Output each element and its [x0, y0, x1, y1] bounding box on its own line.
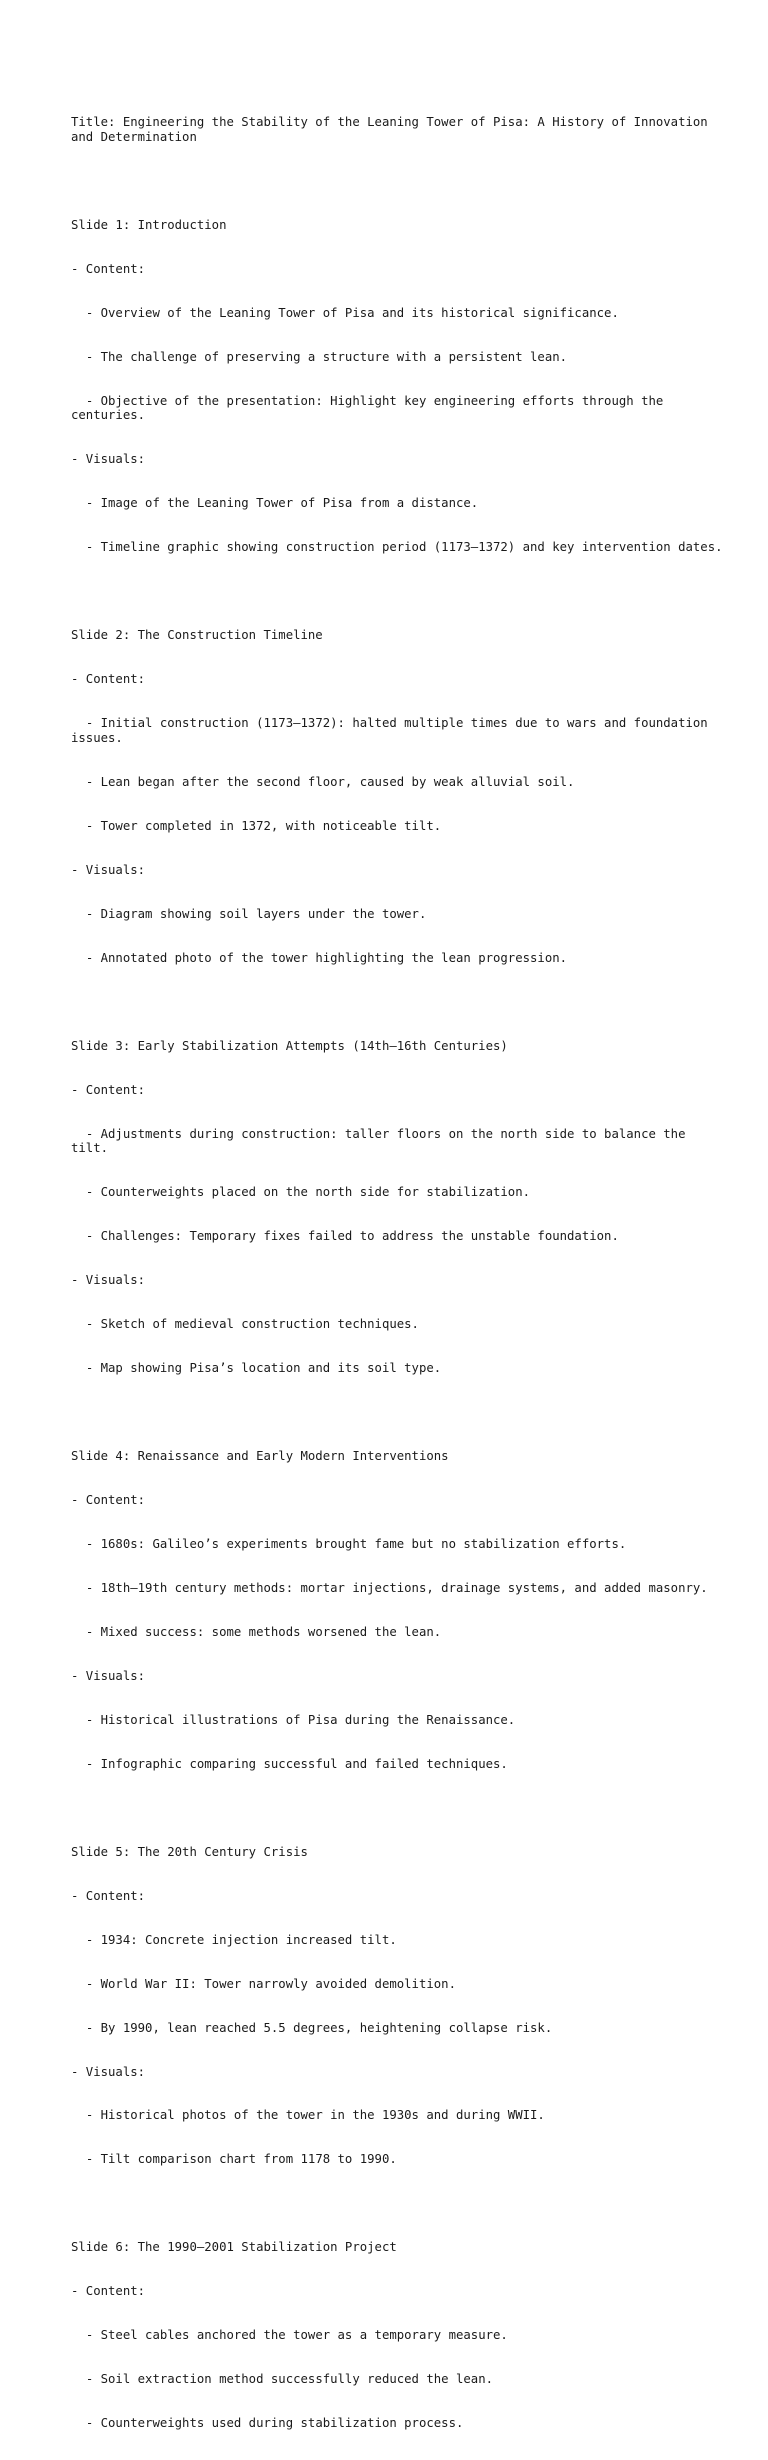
- slide-line: - Soil extraction method successfully reduced the lean.: [71, 2372, 493, 2387]
- slide-line: - Annotated photo of the tower highlighting the lean progression.: [71, 950, 568, 965]
- slide-line: - World War II: Tower narrowly avoided demolition.: [71, 1976, 456, 1991]
- slide-line: - Initial construction (1173–1372): halted multiple times due to wars and foundation issues.: [71, 716, 716, 745]
- slide-line: - Content:: [71, 1492, 146, 1507]
- slide-line: - Content:: [71, 1082, 146, 1097]
- slide-line: - Visuals:: [71, 1273, 146, 1288]
- slide-line: - Content:: [71, 672, 146, 687]
- slide-heading: Slide 3: Early Stabilization Attempts (14th–16th Centuries): [71, 1038, 508, 1053]
- slide-line: - 18th–19th century methods: mortar injections, drainage systems, and added masonry.: [71, 1580, 708, 1595]
- document-title-block: [71, 86, 728, 174]
- slide-line: - Visuals:: [71, 1668, 146, 1683]
- slide-line: - Mixed success: some methods worsened the lean.: [71, 1624, 442, 1639]
- slide-line: - Content:: [71, 261, 146, 276]
- slide-line: - Map showing Pisa’s location and its soil type.: [71, 1361, 442, 1376]
- slide-line: - Adjustments during construction: taller floors on the north side to balance the tilt.: [71, 1126, 693, 1156]
- slide-3-section: [71, 1009, 728, 1405]
- slide-5-section: [71, 1815, 728, 2196]
- slide-line: - Historical illustrations of Pisa during the Renaissance.: [71, 1712, 516, 1727]
- slide-line: - Counterweights used during stabilization process.: [71, 2416, 464, 2431]
- slide-line: - Visuals:: [71, 2064, 146, 2079]
- slide-line: - By 1990, lean reached 5.5 degrees, heightening collapse risk.: [71, 2020, 553, 2035]
- slide-heading: Slide 6: The 1990–2001 Stabilization Project: [71, 2240, 397, 2255]
- document-title: Title: Engineering the Stability of the Leaning Tower of Pisa: A History of Innovation and Determination: [71, 115, 716, 144]
- slide-line: - Historical photos of the tower in the 1930s and during WWII.: [71, 2108, 545, 2123]
- slide-line: - Sketch of medieval construction techniques.: [71, 1317, 419, 1332]
- slide-line: - Content:: [71, 1888, 146, 1903]
- slide-line: - Objective of the presentation: Highlight key engineering efforts through the centuries.: [71, 393, 671, 423]
- slide-heading: Slide 4: Renaissance and Early Modern Interventions: [71, 1448, 449, 1463]
- slide-line: - Tilt comparison chart from 1178 to 1990.: [71, 2152, 397, 2167]
- slide-line: - Infographic comparing successful and failed techniques.: [71, 1756, 508, 1771]
- slide-4-section: [71, 1420, 728, 1801]
- slide-line: - Counterweights placed on the north side for stabilization.: [71, 1185, 531, 1200]
- slide-heading: Slide 1: Introduction: [71, 217, 227, 232]
- slide-line: - Visuals:: [71, 452, 146, 467]
- slide-line: - Lean began after the second floor, caused by weak alluvial soil.: [71, 774, 575, 789]
- slide-line: - Content:: [71, 2284, 146, 2299]
- slide-line: - Timeline graphic showing construction period (1173–1372) and key intervention dates.: [71, 540, 723, 555]
- slide-heading: Slide 5: The 20th Century Crisis: [71, 1844, 308, 1859]
- slide-line: - Steel cables anchored the tower as a temporary measure.: [71, 2328, 508, 2343]
- slide-2-section: [71, 599, 728, 995]
- slide-6-section: [71, 2211, 728, 2460]
- slide-line: - The challenge of preserving a structure with a persistent lean.: [71, 349, 568, 364]
- slide-line: - Visuals:: [71, 862, 146, 877]
- slide-line: - Overview of the Leaning Tower of Pisa and its historical significance.: [71, 305, 619, 320]
- slide-line: - Image of the Leaning Tower of Pisa from a distance.: [71, 496, 479, 511]
- slide-line: - Challenges: Temporary fixes failed to address the unstable foundation.: [71, 1229, 619, 1244]
- slide-1-section: [71, 189, 728, 585]
- slide-heading: Slide 2: The Construction Timeline: [71, 628, 323, 643]
- slide-line: - Tower completed in 1372, with noticeable tilt.: [71, 818, 442, 833]
- slide-line: - 1934: Concrete injection increased tilt.: [71, 1932, 397, 1947]
- slide-line: - Diagram showing soil layers under the tower.: [71, 906, 427, 921]
- slide-line: - 1680s: Galileo’s experiments brought fame but no stabilization efforts.: [71, 1536, 627, 1551]
